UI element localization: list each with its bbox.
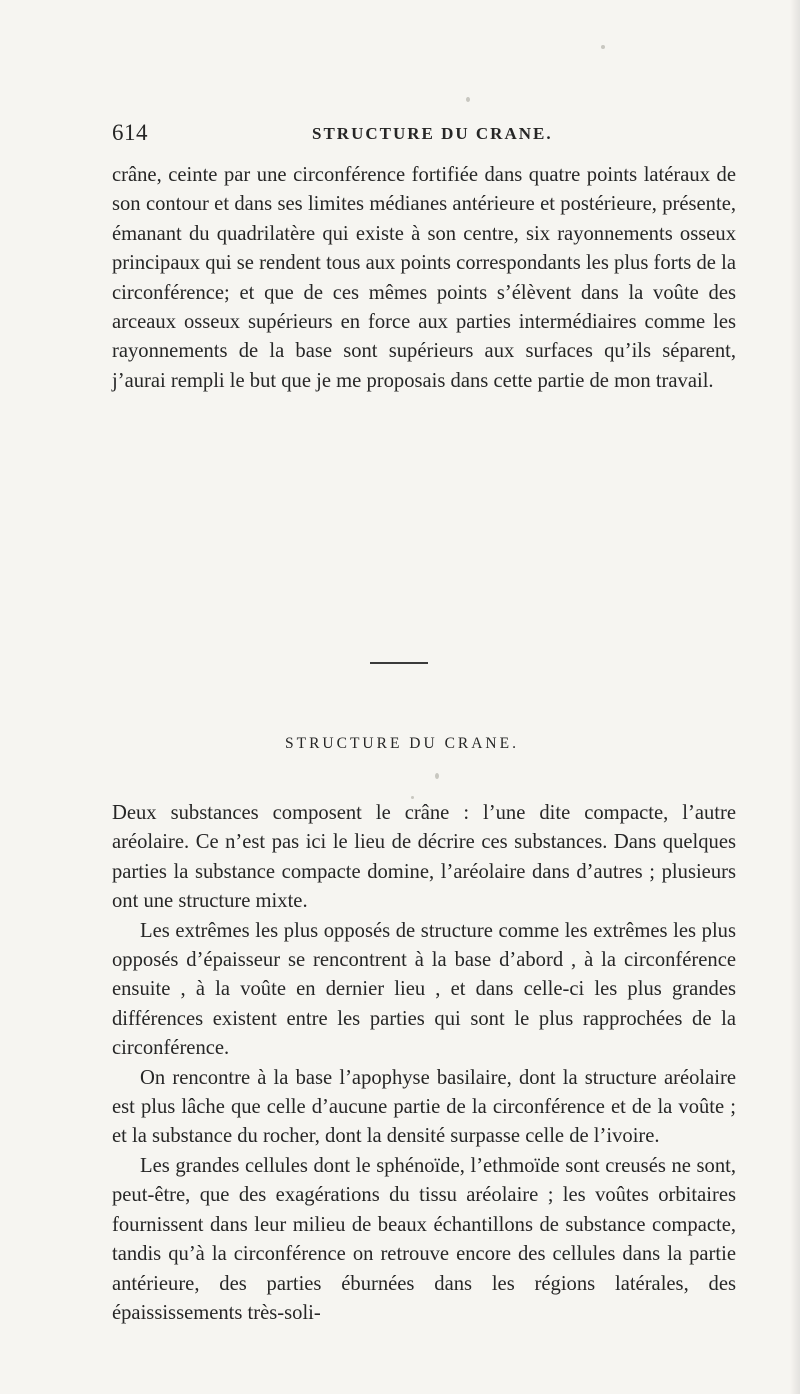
ink-speck: [435, 773, 439, 779]
paragraph: Les extrêmes les plus opposés de structure comme les extrêmes les plus opposés d’épaisseur se rencontrent à la base d’abord , à la circonférence ensuite , à la voûte en dernier lieu , et dans celle-ci les plus grandes différences existent entre les parties qui sont le plus rapprochées de la circonférence.: [112, 919, 736, 1060]
paragraph: Deux substances composent le crâne : l’une dite compacte, l’autre aréolaire. Ce n’est pas ici le lieu de décrire ces substances. Dans quelques parties la substance compacte domine, l’aréolaire dans d’autres ; plusieurs ont une structure mixte.: [112, 802, 736, 913]
ink-speck: [601, 45, 605, 49]
running-head: [112, 120, 732, 150]
page-edge-shadow: [790, 0, 800, 1394]
section-body: [112, 799, 736, 1328]
paragraph: Les grandes cellules dont le sphénoïde, l’ethmoïde sont creusés ne sont, peut-être, que des exagérations du tissu aréolaire ; les voûtes orbitaires fournissent dans leur milieu de beaux échantillons de substance compacte, tandis qu’à la circonférence on retrouve encore des cellules dans la partie antérieure, des parties éburnées dans les régions latérales, des épaississements très-soli-: [112, 1154, 736, 1324]
paragraph-continuation: crâne, ceinte par une circonférence fortifiée dans quatre points latéraux de son contour et dans ses limites médianes antérieure et postérieure, présente, émanant du quadrilatère qui existe à son centre, six rayonnements osseux principaux qui se rendent tous aux points correspondants les plus forts de la circonférence; et que de ces mêmes points s’élèvent dans la voûte des arceaux osseux supérieurs en force aux parties intermédiaires comme les rayonnements de la base sont supérieurs aux surfaces qu’ils séparent, j’aurai rempli le but que je me proposais dans cette partie de mon travail.: [112, 164, 736, 392]
section-heading: STRUCTURE DU CRANE.: [285, 735, 519, 752]
page-number: 614: [112, 120, 148, 145]
running-title: STRUCTURE DU CRANE.: [312, 124, 553, 143]
ink-speck: [466, 97, 470, 102]
ink-speck: [411, 796, 414, 799]
paragraph: On rencontre à la base l’apophyse basilaire, dont la structure aréolaire est plus lâche que celle d’aucune partie de la circonférence et de la voûte ; et la substance du rocher, dont la densité surpasse celle de l’ivoire.: [112, 1066, 736, 1148]
section-divider: [370, 662, 428, 664]
